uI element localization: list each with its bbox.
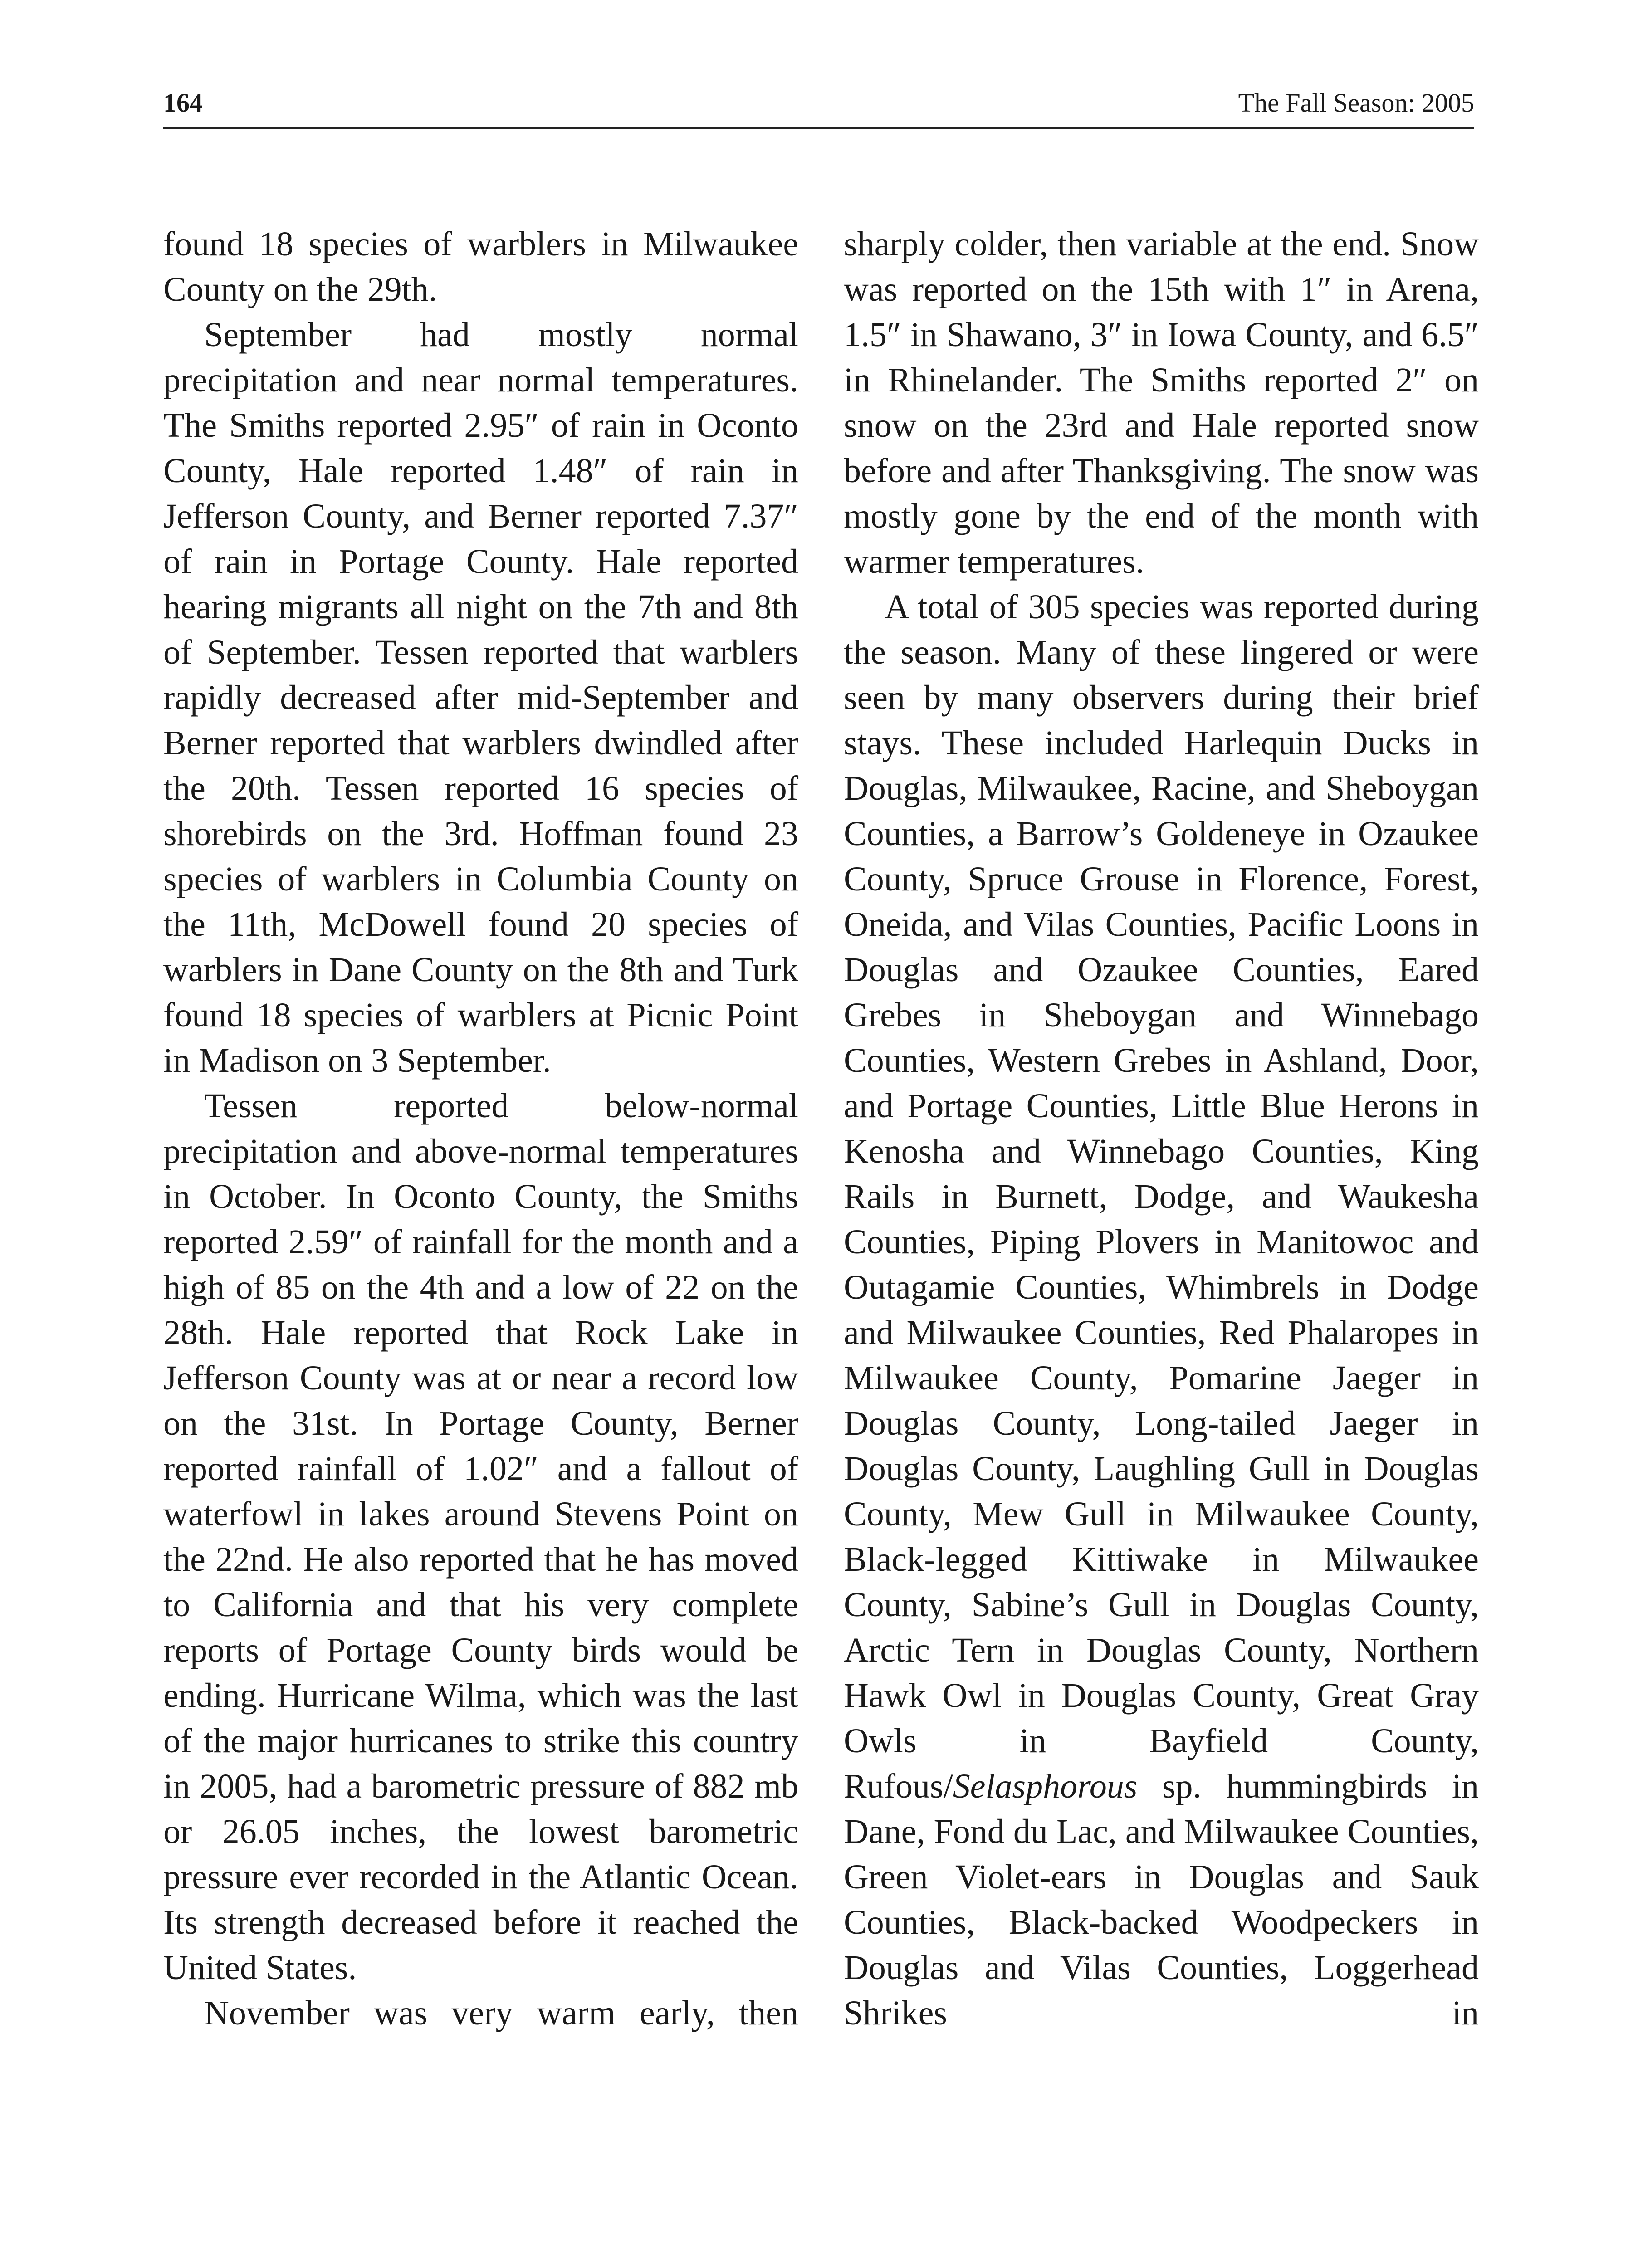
paragraph: found 18 species of warblers in Milwaukee County on the 29th. [163,225,798,308]
page-header [163,86,1474,129]
paragraph [844,584,1479,2036]
paragraph-text: A total of 305 species was reported during the season. Many of these lingered or were seen by many observers during their brief stays. These included Harlequin Ducks in Douglas, Milwaukee, Racine, and Sheboygan Counties, a Barrow’s Goldeneye in Ozaukee County, Spruce Grouse in Florence, Forest, Oneida, and Vilas Counties, Pacific Loons in Douglas and Ozaukee Counties, Eared Grebes in Sheboygan and Winnebago Counties, Western Grebes in Ashland, Door, and Portage Counties, Little Blue Herons in Kenosha and Winnebago Counties, King Rails in Burnett, Dodge, and Waukesha Counties, Piping Plovers in Manitowoc and Outagamie Counties, Whimbrels in Dodge and Milwaukee Counties, Red Phalaropes in Milwaukee County, Pomarine Jaeger in Douglas County, Long-tailed Jaeger in Douglas County, Laughling Gull in Douglas County, Mew Gull in Milwaukee County, Black-legged Kittiwake in Milwaukee County, Sabine’s Gull in Douglas County, Arctic Tern in Douglas County, Northern Hawk Owl in Douglas County, Great Gray Owls in Bayfield County, Rufous/ [844,588,1479,1805]
right-column [844,221,1479,2036]
paragraph: Tessen reported below-normal precipitation and above-normal temperatures in October. In Oconto County, the Smiths reported 2.59″ of rainfall for the month and a high of 85 on the 4th and a low of 22 on the 28th. Hale reported that Rock Lake in Jefferson County was at or near a record low on the 31st. In Portage County, Berner reported rainfall of 1.02″ and a fallout of waterfowl in lakes around Stevens Point on the 22nd. He also reported that he has moved to California and that his very complete reports of Portage County birds would be ending. Hurricane Wilma, which was the last of the major hurricanes to strike this country in 2005, had a barometric pressure of 882 mb or 26.05 inches, the lowest barometric pressure ever recorded in the Atlantic Ocean. Its strength decreased before it reached the United States. [163,1087,798,1987]
italic-genus-name: Selasphorous [953,1767,1138,1805]
left-column [163,221,798,2036]
paragraph: November was very warm early, then [204,1994,798,2032]
running-title: The Fall Season: 2005 [1238,88,1474,117]
paragraph-text: sp. hummingbirds in Dane, Fond du Lac, and Milwaukee Counties, Green Violet-ears in Douglas and Sauk Counties, Black-backed Woodpeckers in Douglas and Vilas Counties, Loggerhead Shrikes in [844,1767,1479,2032]
paragraph: sharply colder, then variable at the end. Snow was reported on the 15th with 1″ in Arena, 1.5″ in Shawano, 3″ in Iowa County, and 6.5″ in Rhinelander. The Smiths reported 2″ on snow on the 23rd and Hale reported snow before and after Thanksgiving. The snow was mostly gone by the end of the month with warmer temperatures. [844,225,1479,581]
page-number: 164 [163,88,203,117]
paragraph: September had mostly normal precipitation and near normal temperatures. The Smiths reported 2.95″ of rain in Oconto County, Hale reported 1.48″ of rain in Jefferson County, and Berner reported 7.37″ of rain in Portage County. Hale reported hearing migrants all night on the 7th and 8th of September. Tessen reported that warblers rapidly decreased after mid-September and Berner reported that warblers dwindled after the 20th. Tessen reported 16 species of shorebirds on the 3rd. Hoffman found 23 species of warblers in Columbia County on the 11th, McDowell found 20 species of warblers in Dane County on the 8th and Turk found 18 species of warblers at Picnic Point in Madison on 3 September. [163,316,798,1080]
